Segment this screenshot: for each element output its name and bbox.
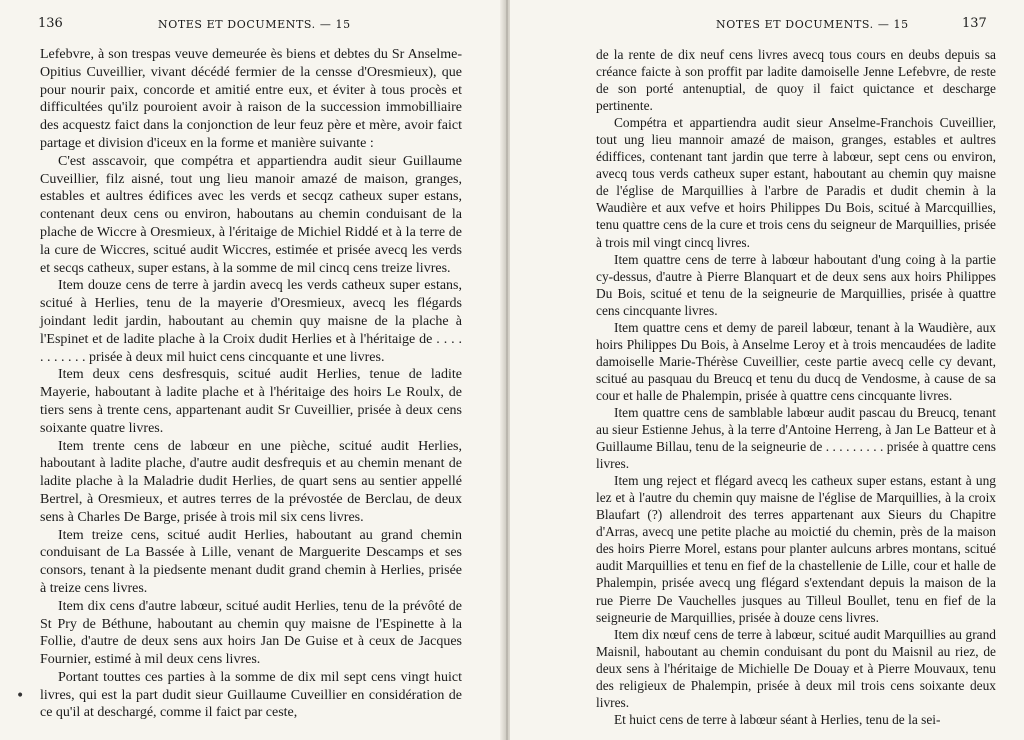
paragraph: Et huict cens de terre à labœur séant à Herlies, tenu de la sei- xyxy=(614,711,941,727)
paragraph: Portant touttes ces parties à la somme de dix mil sept cens vingt huict livres, qui est la part dudit sieur Guillaume Cuveillier en considération de ce qu'il at deschargé, comme il faict par ceste, xyxy=(40,669,462,721)
page-number: 136 xyxy=(38,16,63,31)
paragraph: Item quattre cens et demy de pareil labœur, tenant à la Waudière, aux hoirs Philippes Du Bois, à Anselme Leroy et à trois mencaudées de ladite damoiselle Marie-Thérèse Cuveillier, ceste partie avecq celle cy devant, scitué au pasquau du Breucq et tenu du ducq de Vendosme, à cause de sa cour et halle de Phalempin, prisée à quattre cens cincquante livres. xyxy=(596,319,996,403)
paragraph: Item quattre cens de samblable labœur audit pascau du Breucq, tenant au sieur Estienne Jehus, à la terre d'Antoine Herreng, à Jan Le Batteur et à Guillaume Billau, tenu de la seigneurie de . . . . . . . . . prisée à quattre cens livres. xyxy=(596,404,996,472)
page-body xyxy=(40,46,462,722)
paragraph: C'est asscavoir, que compétra et appartiendra audit sieur Guillaume Cuveillier, filz aisné, tout ung lieu manoir amazé de maison, granges, estables et aultres édifices avec les verds et secqz catheux super estans, contenant deux cens ou environ, haboutans au chemin conduisant de la plache de Wiccre à Oresmieux, à l'éritaige de Michiel Riddé et à la terre de la cure de Wiccres, scitué audit Wiccres, estimée et prisée avecq les verds et secqs catheux, super estans, à la somme de mil cincq cens treize livres. xyxy=(40,153,462,276)
running-head: NOTES ET DOCUMENTS. — 15 xyxy=(716,18,909,31)
paragraph: Item dix nœuf cens de terre à labœur, scitué audit Marquillies au grand Maisnil, haboutant au chemin conduisant du pont du Maisnil au riez, de deux sens à l'héritaige de Michielle De Douay et à Pierre Mouvaux, tenu des religieux de Phalempin, prisée à deux mil trois cens soixante deux livres. xyxy=(596,626,996,710)
paragraph: Item ung reject et flégard avecq les catheux super estans, estant à ung lez et à l'autre du chemin quy maisne de l'église de Marquillies, à la croix Blaufart (?) allendroit des terres appartenant aux Sieurs du Chapitre d'Arras, avecq une petite plache au moictié du chemin, près de la maison des hoirs Pierre Morel, estans pour planter aulcuns arbres montans, scitué audit Marquillies et tenu en fief de la chastellenie de Lille, cour et halle de Phalempin, prisée avecq ung flégard s'extendant depuis la maison de la rue Pierre De Vauchelles jusques au Tilleul Boullet, tenu en fief de la seigneurie de Marquillies, prisée à douze cens livres. xyxy=(596,473,996,625)
paragraph: Item douze cens de terre à jardin avecq les verds catheux super estans, scitué à Herlies, tenu de la mayerie d'Oresmieux, avecq les flégards joindant ledit jardin, haboutant au chemin quy maisne de la plache à l'Espinet et de ladite plache à la Croix dudit Herlies et à l'héritaige de . . . . . . . . . . . prisée à deux mil huict cens cincquante et une livres. xyxy=(40,278,462,365)
page-body xyxy=(596,46,996,728)
paragraph: Item dix cens d'autre labœur, scitué audit Herlies, tenu de la prévôté de St Pry de Béthune, haboutant au chemin quy maisne de l'Espinette à la Follie, d'autre de deux sens aux hoirs Jan De Guise et à ceux de Jacques Fournier, estimé à mil deux cens livres. xyxy=(40,598,462,668)
paragraph: Compétra et appartiendra audit sieur Anselme-Franchois Cuveillier, tout ung lieu mannoir amazé de maison, granges, estables et aultres édiffices, contenant tant jardin que terre à labœur, sept cens ou environ, avecq tous verds catheux super estant, haboutant au chemin quy maisne de l'église de Marquillies à l'arbre de Paradis et dudit chemin à la Waudière et aux vefve et hoirs Philippes Du Bois, scitué à Marcquillies, tenu quattre cens de la cure et trois cens du seigneur de Marquillies, prisée à trois mil vingt cincq livres. xyxy=(596,115,996,250)
paragraph: Item quattre cens de terre à labœur haboutant d'ung coing à la partie cy-dessus, d'autre à Pierre Blanquart et de deux sens aux hoirs Philippes Du Bois, scitué et tenu de la seigneurie de Marquillies, prisée à quattre cens cincquante livres. xyxy=(596,251,996,318)
page-number: 137 xyxy=(962,16,987,31)
left-page xyxy=(0,0,505,740)
running-head: NOTES ET DOCUMENTS. — 15 xyxy=(158,18,351,31)
paragraph: Item deux cens desfresquis, scitué audit Herlies, tenue de ladite Mayerie, haboutant à ladite plache et à l'héritaige des hoirs Le Roulx, de tiers sens à trente cens, appartenant audit Sr Cuveillier, prisée à deux cens soixante quatre livres. xyxy=(40,367,462,436)
paragraph: de la rente de dix neuf cens livres avecq tous cours en deubs depuis sa créance faicte à son proffit par ladite damoiselle Jenne Lefebvre, de reste de son porté antenuptial, de quoy il faict quictance et descharge pertinente. xyxy=(596,47,996,114)
paragraph: Lefebvre, à son trespas veuve demeurée ès biens et debtes du Sr Anselme-Opitius Cuveillier, vivant décédé fermier de la censse d'Oresmieux), que pour nourir paix, concorde et amitié entre eux, et éviter à tous procès et difficultées qu'ilz pouroient avoir à raison de la succession immobilliaire des acquestz faict dans la conjonction de leur feuz père et mère, avoir faict partage et division d'iceux en la forme et manière suivante : xyxy=(40,47,462,151)
paragraph: Item treize cens, scitué audit Herlies, haboutant au grand chemin conduisant de La Bassée à Lille, venant de Marguerite Descamps et ses consors, tenant à la piedsente menant dudit grand chemin à Herlies, prisée à treize cens livres. xyxy=(40,527,462,596)
margin-mark-icon: • xyxy=(16,688,25,704)
right-page xyxy=(510,0,1024,740)
paragraph: Item trente cens de labœur en une pièche, scitué audit Herlies, haboutant à ladite plache, d'autre audit desfrequis et au chemin menant de ladite plache à la Maladrie dudit Herlies, de quart sens au sentier appellé Bertrel, à Oresmieux, et autres terres de la prévostée de Berclau, de deux sens à Charles De Barge, prisée à trois mil six cens livres. xyxy=(40,438,462,525)
